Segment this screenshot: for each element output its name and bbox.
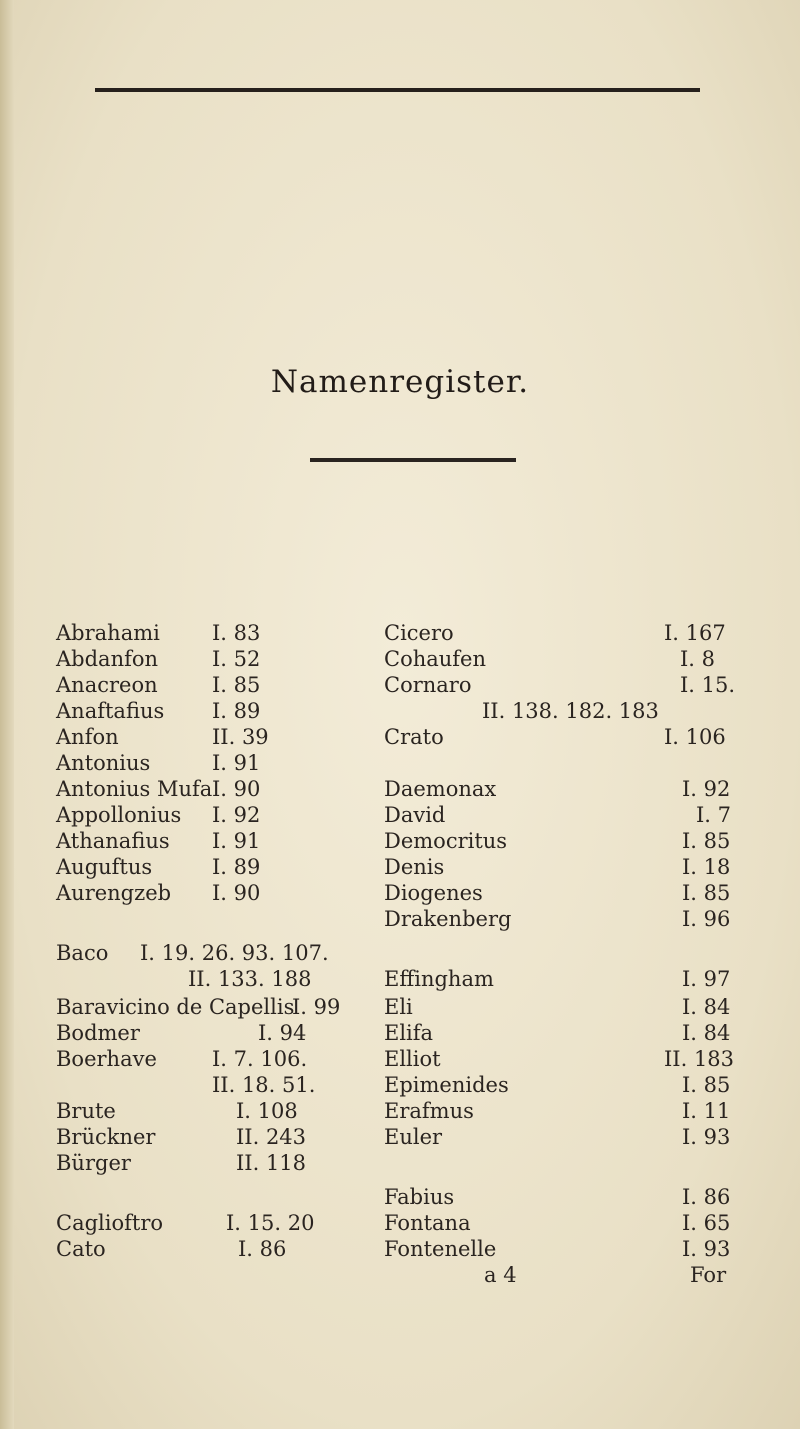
index-entry-ref: I. 84 [682,1021,731,1045]
index-entry-ref: I. 11 [682,1099,731,1123]
index-entry-name: Boerhave [56,1047,157,1071]
index-entry-name: Elliot [384,1047,441,1071]
index-entry-name: Bodmer [56,1021,140,1045]
index-entry-ref: I. 86 [682,1185,731,1209]
index-entry-name: Athanafius [56,829,170,853]
index-entry-ref: I. 89 [212,855,261,879]
index-entry-name: Antonius Mufa [56,777,213,801]
index-entry-ref: I. 84 [682,995,731,1019]
index-entry-name: Cicero [384,621,454,645]
top-rule [95,88,700,92]
index-entry-name: Democritus [384,829,508,853]
page-gutter [0,0,14,1429]
index-entry-ref: I. 94 [258,1021,307,1045]
index-entry-name: Eli [384,995,413,1019]
index-entry-name: Effingham [384,967,494,991]
index-entry-ref: I. 7 [696,803,732,827]
index-entry-name: David [384,803,446,827]
index-entry-name: Fontenelle [384,1237,497,1261]
index-entry-ref: I. 65 [682,1211,731,1235]
index-entry-ref-continued: II. 138. 182. 183 [482,699,659,723]
index-entry-name: Brute [56,1099,116,1123]
index-entry-name: Bürger [56,1151,131,1175]
index-entry-ref: I. 7. 106. [212,1047,308,1071]
index-entry-ref: I. 85 [682,1073,731,1097]
index-entry-name: Daemonax [384,777,497,801]
index-entry-name: Fontana [384,1211,471,1235]
index-entry-ref: I. 86 [238,1237,287,1261]
index-entry-ref: I. 106 [664,725,726,749]
index-entry-ref: I. 97 [682,967,731,991]
signature-mark: a 4 [484,1263,517,1287]
index-entry-name: Brückner [56,1125,156,1149]
index-entry-ref: I. 18 [682,855,731,879]
index-entry-ref: I. 89 [212,699,261,723]
index-entry-ref-continued: II. 133. 188 [188,967,312,991]
index-entry-ref: I. 99 [292,995,341,1019]
index-entry-ref: I. 167 [664,621,726,645]
index-entry-name: Abdanfon [56,647,159,671]
index-entry-name: Cohaufen [384,647,487,671]
index-entry-ref: II. 118 [236,1151,307,1175]
index-entry-ref: I. 85 [212,673,261,697]
index-entry-name: Aurengzeb [56,881,172,905]
index-entry-name: Denis [384,855,445,879]
index-entry-ref: II. 39 [212,725,269,749]
index-entry-name: Abrahami [56,621,160,645]
index-entry-name: Cato [56,1237,106,1261]
index-entry-name: Baco [56,941,109,965]
index-entry-name: Euler [384,1125,443,1149]
index-entry-ref: I. 8 [680,647,716,671]
index-entry-name: Auguftus [56,855,153,879]
index-entry-ref: I. 15. 20 [226,1211,315,1235]
index-entry-name: Appollonius [56,803,182,827]
index-entry-ref: I. 85 [682,829,731,853]
index-entry-ref: I. 19. 26. 93. 107. [140,941,329,965]
index-entry-ref: II. 243 [236,1125,307,1149]
index-entry-ref: II. 183 [664,1047,735,1071]
index-entry-name: Baravicino de Capellis [56,995,295,1019]
index-entry-name: Anaftafius [56,699,165,723]
index-entry-ref: I. 15. [680,673,736,697]
index-entry-name: Fabius [384,1185,455,1209]
index-entry-ref: I. 93 [682,1125,731,1149]
index-entry-ref: I. 91 [212,829,261,853]
index-entry-ref: I. 83 [212,621,261,645]
index-entry-name: Erafmus [384,1099,474,1123]
index-entry-name: Elifa [384,1021,434,1045]
index-entry-ref: I. 92 [682,777,731,801]
index-entry-ref: I. 90 [212,777,261,801]
index-entry-ref: I. 91 [212,751,261,775]
index-entry-name: Epimenides [384,1073,509,1097]
index-entry-ref-continued: II. 18. 51. [212,1073,316,1097]
index-entry-ref: I. 90 [212,881,261,905]
index-entry-name: Antonius [56,751,151,775]
index-entry-name: Cornaro [384,673,472,697]
index-entry-ref: I. 108 [236,1099,298,1123]
index-entry-ref: I. 92 [212,803,261,827]
index-entry-name: Caglioftro [56,1211,163,1235]
index-entry-ref: I. 85 [682,881,731,905]
index-entry-name: Anfon [56,725,119,749]
index-entry-name: Diogenes [384,881,483,905]
index-entry-ref: I. 52 [212,647,261,671]
index-entry-name: Crato [384,725,444,749]
index-entry-name: Drakenberg [384,907,512,931]
page-title: Namenregister. [270,364,530,400]
catchword: For [690,1263,727,1287]
index-entry-name: Anacreon [56,673,158,697]
index-entry-ref: I. 96 [682,907,731,931]
title-rule [310,458,516,462]
index-entry-ref: I. 93 [682,1237,731,1261]
